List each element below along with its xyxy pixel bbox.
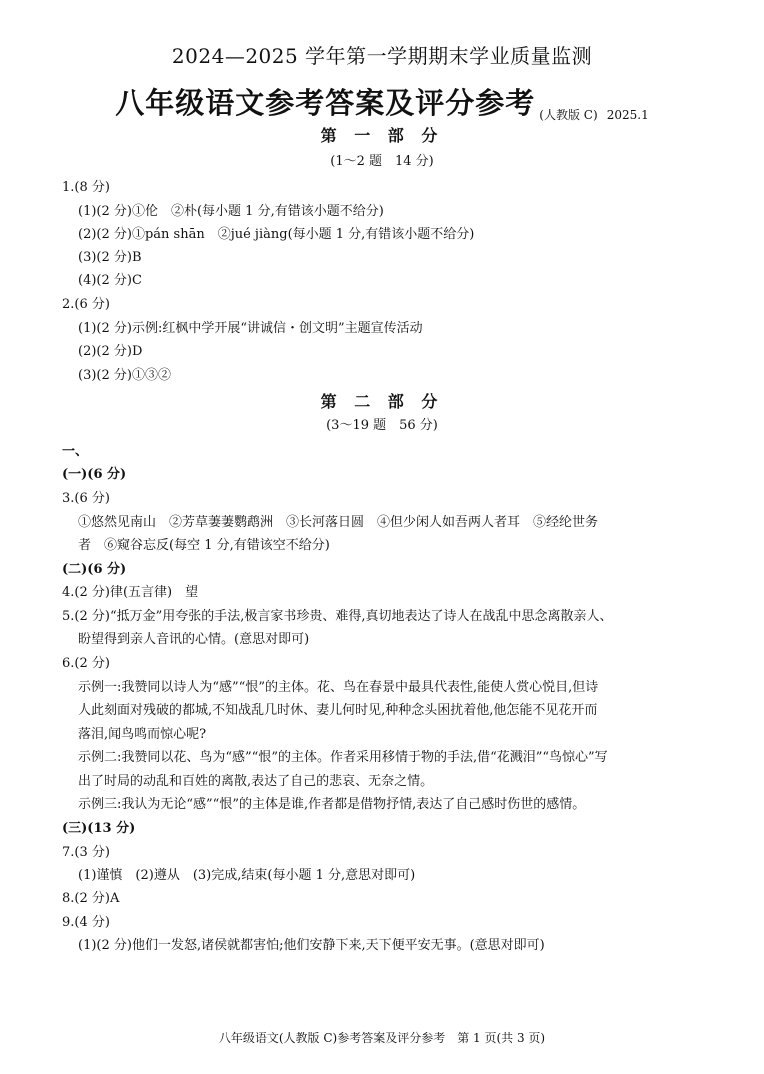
answer-line: 2.(6 分) (62, 297, 110, 312)
answer-line: (3)(2 分)B (78, 250, 142, 265)
answer-line: 8.(2 分)A (62, 891, 120, 906)
answer-line: 示例三:我认为无论“感”“恨”的主体是谁,作者都是借物抒情,表达了自己感时伤世的感情。 (78, 797, 586, 812)
answer-line: 1.(8 分) (62, 180, 110, 195)
answer-line: (1)(2 分)①伦 ②朴(每小题 1 分,有错该小题不给分) (78, 204, 384, 219)
section-label: 一、 (62, 444, 89, 459)
answer-line: (2)(2 分)①pán shān ②jué jiàng(每小题 1 分,有错该小题不给分) (78, 227, 475, 242)
answer-line: (4)(2 分)C (78, 273, 142, 288)
document-title: 八年级语文参考答案及评分参考 (115, 86, 536, 120)
answer-line: 示例二:我赞同以花、鸟为“感”“恨”的主体。作者采用移情于物的手法,借“花溅泪”“鸟惊心”写 (78, 750, 608, 765)
section-label: (一)(6 分) (62, 467, 127, 482)
answer-line: 盼望得到亲人音讯的心情。(意思对即可) (78, 632, 310, 647)
answer-line: (1)(2 分)示例:红枫中学开展“讲诚信・创文明”主题宣传活动 (78, 321, 423, 336)
section-label: (三)(13 分) (62, 821, 136, 836)
edition-label: (人教版 C) (539, 108, 598, 122)
part1-title: 第 一 部 分 (320, 126, 444, 145)
part2-title: 第 二 部 分 (320, 392, 444, 411)
document-heading (0, 86, 764, 123)
answer-line: 出了时局的动乱和百姓的离散,表达了自己的悲哀、无奈之情。 (78, 774, 434, 789)
section-label: (二)(6 分) (62, 562, 127, 577)
answer-line: 9.(4 分) (62, 915, 110, 930)
answer-line: 者 ⑥窥谷忘反(每空 1 分,有错该空不给分) (78, 538, 330, 553)
answer-line: ①悠然见南山 ②芳草萋萋鹦鹉洲 ③长河落日圆 ④但少闲人如吾两人者耳 ⑤经纶世务 (78, 515, 599, 530)
part1-subtitle: (1～2 题 14 分) (330, 154, 434, 169)
answer-line: (2)(2 分)D (78, 344, 143, 359)
answer-line: 6.(2 分) (62, 656, 110, 671)
answer-line: 7.(3 分) (62, 845, 110, 860)
answer-line: (1)(2 分)他们一发怒,诸侯就都害怕;他们安静下来,天下便平安无事。(意思对即可) (78, 938, 545, 953)
page-footer: 八年级语文(人教版 C)参考答案及评分参考 第 1 页(共 3 页) (218, 1031, 546, 1045)
answer-line: 示例一:我赞同以诗人为“感”“恨”的主体。花、鸟在春景中最具代表性,能使人赏心悦目,但诗 (78, 680, 599, 695)
exam-title: 2024—2025 学年第一学期期末学业质量监测 (171, 44, 593, 68)
date-label: 2025.1 (606, 108, 649, 122)
answer-line: 4.(2 分)律(五言律) 望 (62, 585, 199, 600)
answer-line: 落泪,闻鸟鸣而惊心呢? (78, 727, 207, 742)
answer-line: 人此刻面对残破的都城,不知战乱几时休、妻儿何时见,种种念头困扰着他,他怎能不见花开而 (78, 703, 598, 718)
answer-line: 3.(6 分) (62, 491, 110, 506)
answer-line: (1)谨慎 (2)遵从 (3)完成,结束(每小题 1 分,意思对即可) (78, 868, 416, 883)
answer-line: (3)(2 分)①③② (78, 368, 171, 383)
part2-subtitle: (3～19 题 56 分) (326, 418, 438, 433)
answer-line: 5.(2 分)“抵万金”用夸张的手法,极言家书珍贵、难得,真切地表达了诗人在战乱中思念离散亲人、 (62, 609, 613, 624)
